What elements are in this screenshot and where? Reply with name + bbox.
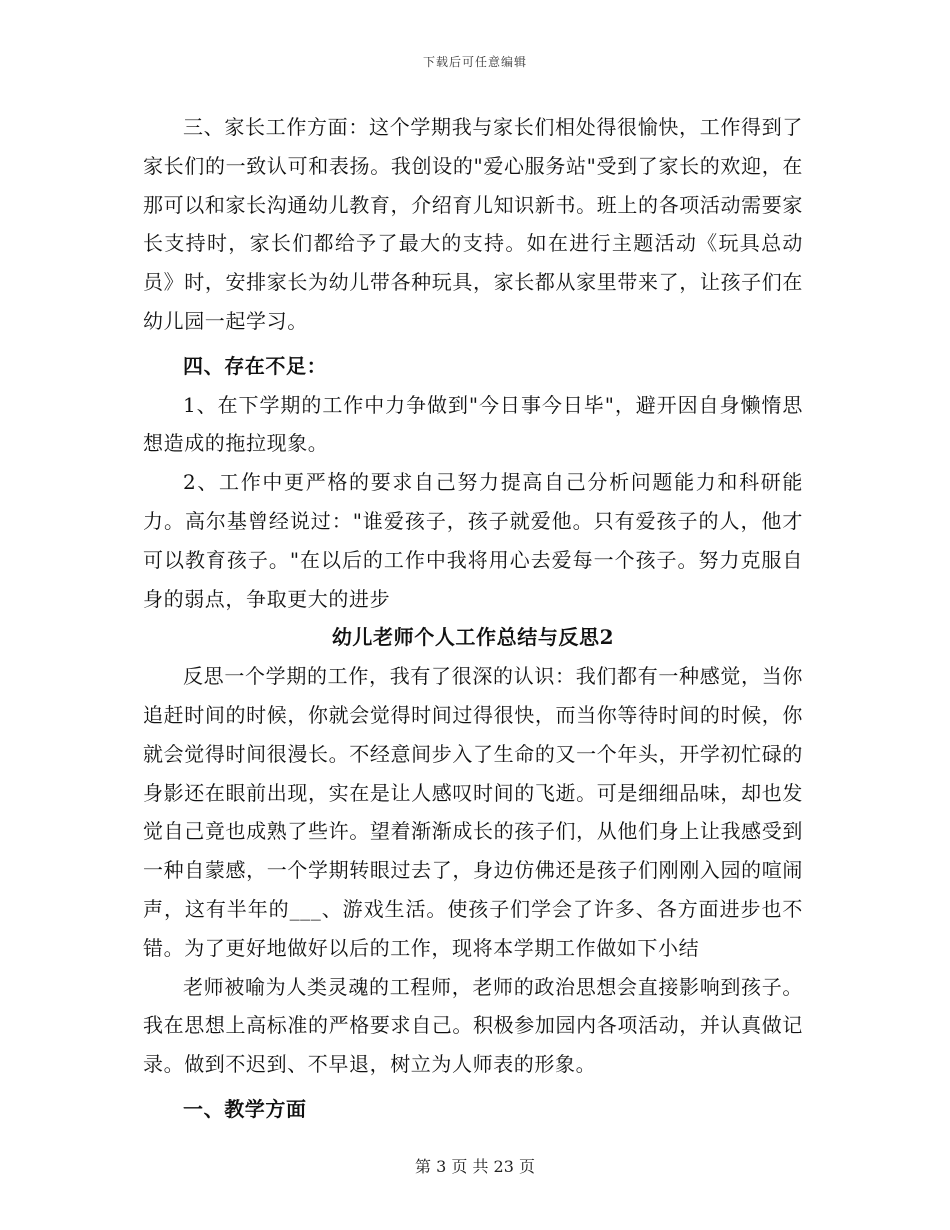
article2-heading-1: 一、教学方面 (183, 1096, 307, 1121)
document-body (143, 108, 803, 1129)
article2-paragraph-1: 反思一个学期的工作，我有了很深的认识：我们都有一种感觉，当你追赶时间的时候，你就会觉得时间过得很快，而当你等待时间的时候，你就会觉得时间很漫长。不经意间步入了生命的又一个年头，开学初忙碌的身影还在眼前出现，实在是让人感叹时间的飞逝。可是细细品味，却也发觉自己竟也成熟了些许。望着渐渐成长的孩子们，从他们身上让我感受到一种自蒙感，一个学期转眼过去了，身边仿佛还是孩子们刚刚入园的喧闹声，这有半年的___、游戏生活。使孩子们学会了许多、各方面进步也不错。为了更好地做好以后的工作，现将本学期工作做如下小结 (143, 664, 803, 960)
article2-paragraph-2: 老师被喻为人类灵魂的工程师，老师的政治思想会直接影响到孩子。我在思想上高标准的严格要求自己。积极参加园内各项活动，并认真做记录。做到不迟到、不早退，树立为人师表的形象。 (143, 974, 803, 1077)
section4-item-1: 1、在下学期的工作中力争做到"今日事今日毕"，避开因自身懒惰思想造成的拖拉现象。 (143, 392, 803, 456)
section4-heading: 四、存在不足： (183, 353, 328, 378)
page-footer: 第 3 页 共 23 页 (415, 1157, 535, 1176)
section4-item-2: 2、工作中更严格的要求自己努力提高自己分析问题能力和科研能力。高尔基曾经说过："谁爱孩子，孩子就爱他。只有爱孩子的人，他才可以教育孩子。"在以后的工作中我将用心去爱每一个孩子。努力克服自身的弱点，争取更大的进步 (143, 470, 803, 611)
header-note: 下载后可任意编辑 (422, 55, 527, 69)
article2-title: 幼儿老师个人工作总结与反思2 (331, 625, 615, 650)
section3-paragraph: 三、家长工作方面：这个学期我与家长们相处得很愉快，工作得到了家长们的一致认可和表扬。我创设的"爱心服务站"受到了家长的欢迎，在那可以和家长沟通幼儿教育，介绍育儿知识新书。班上的各项活动需要家长支持时，家长们都给予了最大的支持。如在进行主题活动《玩具总动员》时，安排家长为幼儿带各种玩具，家长都从家里带来了，让孩子们在幼儿园一起学习。 (143, 115, 803, 333)
